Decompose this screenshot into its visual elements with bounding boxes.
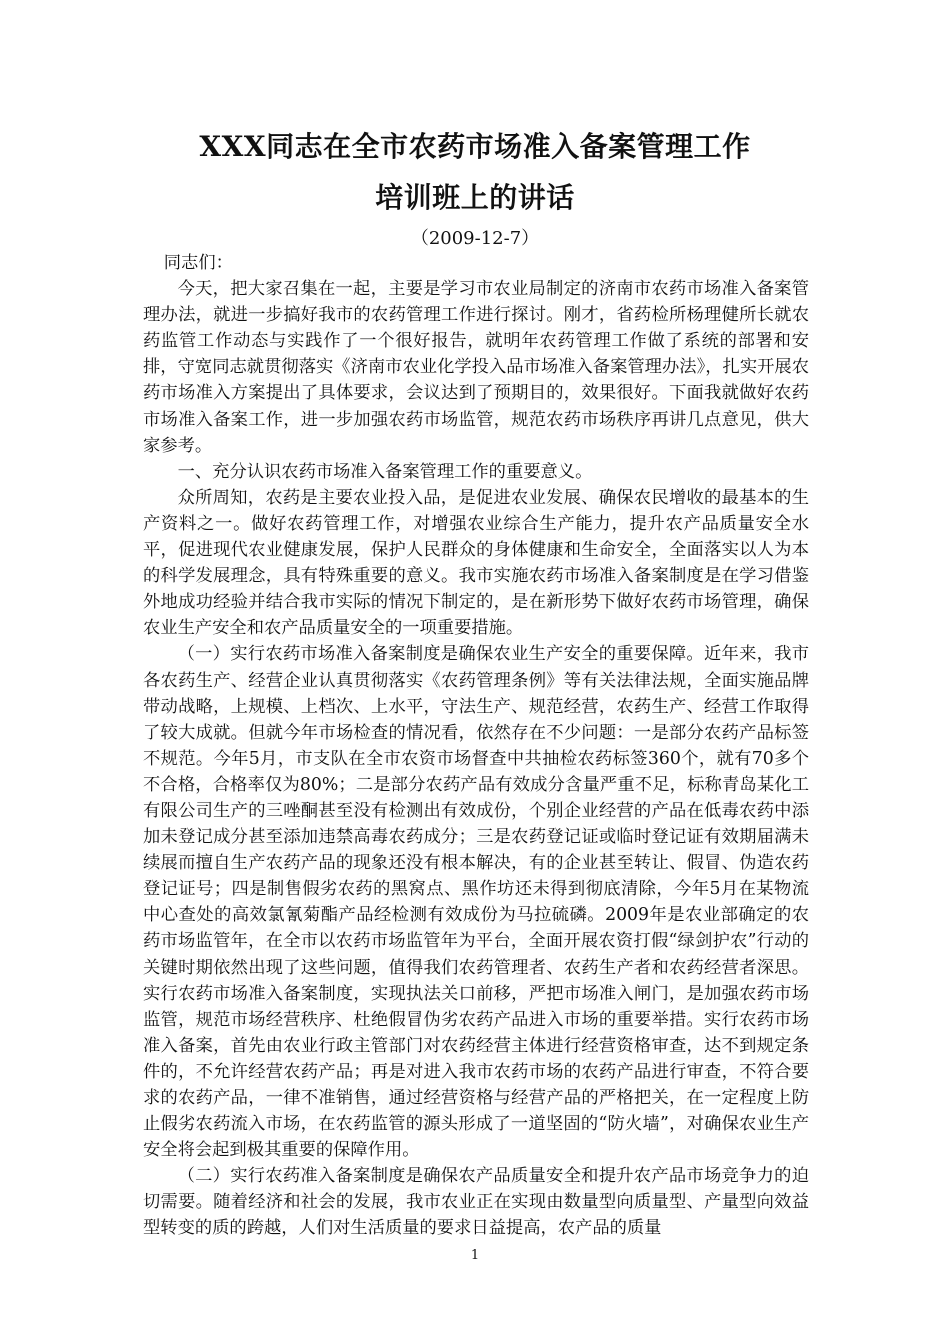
paragraph-subsection-1: （一）实行农药市场准入备案制度是确保农业生产安全的重要保障。近年来，我市各农药生产、经营企业认真贯彻落实《农药管理条例》等有关法律法规，全面实施品牌带动战略，上规模、上档次、上水平，守法生产、规范经营，农药生产、经营工作取得了较大成就。但就今年市场检查的情况看，依然存在不少问题：一是部分农药产品标签不规范。今年5月，市支队在全市农资市场督查中共抽检农药标签360个，就有70多个不合格，合格率仅为80%；二是部分农药产品有效成分含量严重不足，标称青岛某化工有限公司生产的三唑酮甚至没有检测出有效成份，个别企业经营的产品在低毒农药中添加未登记成分甚至添加违禁高毒农药成分；三是农药登记证或临时登记证有效期届满未续展而擅自生产农药产品的现象还没有根本解决，有的企业甚至转让、假冒、伪造农药登记证号；四是制售假劣农药的黑窝点、黑作坊还未得到彻底清除，今年5月在某物流中心查处的高效氯氰菊酯产品经检测有效成份为马拉硫磷。2009年是农业部确定的农药市场监管年，在全市以农药市场监管年为平台，全面开展农资打假“绿剑护农”行动的关键时期依然出现了这些问题，值得我们农药管理者、农药生产者和农药经营者深思。实行农药市场准入备案制度，实现执法关口前移，严把市场准入闸门，是加强农药市场监管，规范市场经营秩序、杜绝假冒伪劣农药产品进入市场的重要举措。实行农药市场准入备案，首先由农业行政主管部门对农药经营主体进行经营资格审查，达不到规定条件的，不允许经营农药产品；再是对进入我市农药市场的农药产品进行审查，不符合要求的农药产品，一律不准销售，通过经营资格与经营产品的严格把关，在一定程度上防止假劣农药流入市场，在农药监管的源头形成了一道坚固的“防火墙”，对确保农业生产安全将会起到极其重要的保障作用。 (143, 644, 809, 1161)
paragraph-subsection-2: （二）实行农药准入备案制度是确保农产品质量安全和提升农产品市场竞争力的迫切需要。随着经济和社会的发展，我市农业正在实现由数量型向质量型、产量型向效益型转变的质的跨越，人们对生活质量的要求日益提高，农产品的质量 (143, 1166, 809, 1239)
document-body (143, 250, 809, 1242)
paragraph-significance: 众所周知，农药是主要农业投入品，是促进农业发展、确保农民增收的最基本的生产资料之一。做好农药管理工作，对增强农业综合生产能力，提升农产品质量安全水平，促进现代农业健康发展，保护人民群众的身体健康和生命安全，全面落实以人为本的科学发展理念，具有特殊重要的意义。我市实施农药市场准入备案制度是在学习借鉴外地成功经验并结合我市实际的情况下制定的，是在新形势下做好农药市场管理，确保农业生产安全和农产品质量安全的一项重要措施。 (143, 487, 809, 639)
salutation: 同志们： (163, 253, 233, 273)
page-number: 1 (470, 1248, 480, 1263)
document-date: （2009-12-7） (410, 228, 540, 249)
section-heading-1: 一、充分认识农药市场准入备案管理工作的重要意义。 (177, 461, 593, 482)
document-title-line-1: XXX同志在全市农药市场准入备案管理工作 (199, 130, 751, 163)
paragraph-intro: 今天，把大家召集在一起，主要是学习市农业局制定的济南市农药市场准入备案管理办法，就进一步搞好我市的农药管理工作进行探讨。刚才，省药检所杨理健所长就农药监管工作动态与实践作了一个很好报告，就明年农药管理工作做了系统的部署和安排，守宽同志就贯彻落实《济南市农业化学投入品市场准入备案管理办法》，扎实开展农药市场准入方案提出了具体要求，会议达到了预期目的，效果很好。下面我就做好农药市场准入备案工作，进一步加强农药市场监管，规范农药市场秩序再讲几点意见，供大家参考。 (143, 279, 809, 456)
document-title-line-2: 培训班上的讲话 (375, 181, 575, 214)
